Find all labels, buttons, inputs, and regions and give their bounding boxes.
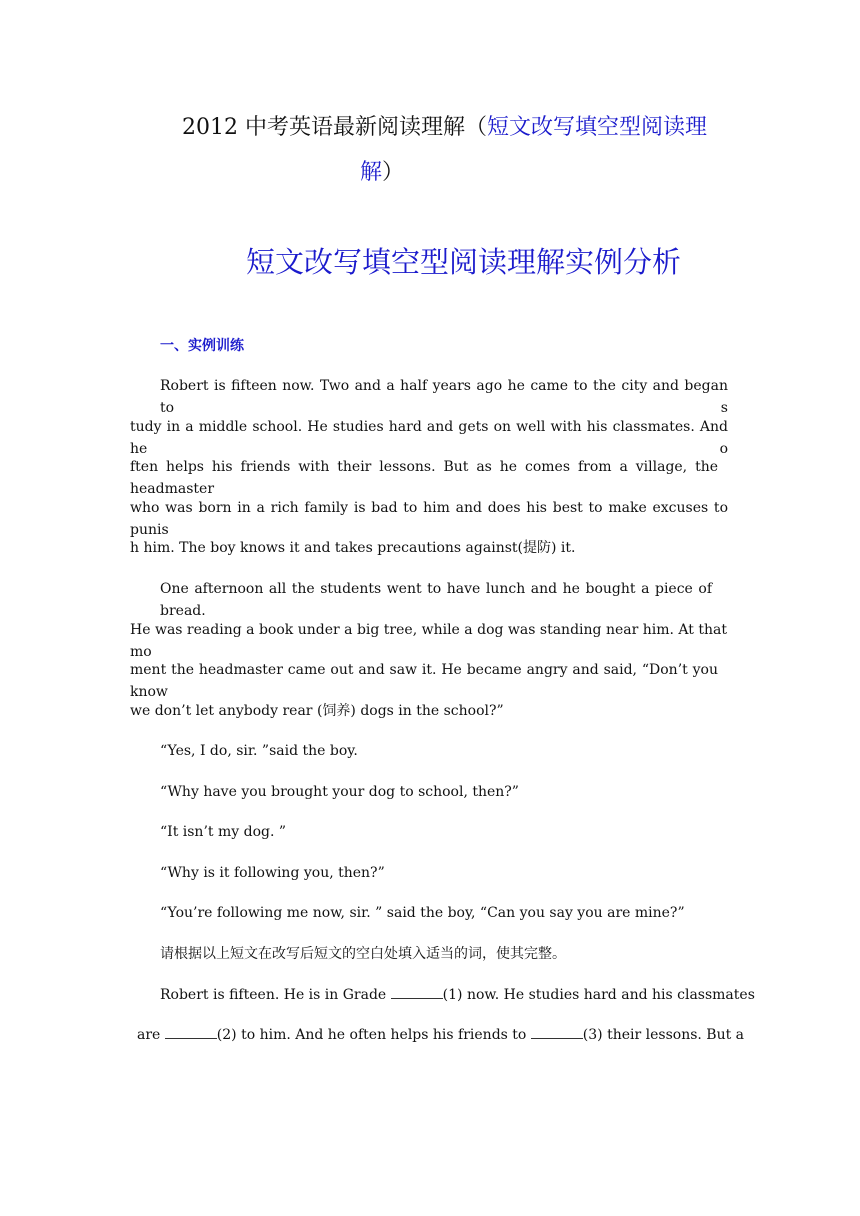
dialogue-line: “Why have you brought your dog to school, then?” [160, 784, 519, 800]
passage-line: tudy in a middle school. He studies hard and gets on well with his classmates. And he o [130, 419, 728, 457]
passage-line: He was reading a book under a big tree, while a dog was standing near him. At that mo [130, 622, 727, 660]
passage-line: who was born in a rich family is bad to him and does his best to make excuses to punis [130, 500, 728, 538]
rewrite-text: to him. And he often helps his friends to [236, 1027, 531, 1043]
rewrite-line-2 [137, 1024, 745, 1046]
title-part-blue: 短文改写填空型阅读理 [486, 115, 707, 140]
passage-line: h him. The boy knows it and takes precautions against(提防) it. [130, 540, 576, 556]
blank-2[interactable] [165, 1024, 217, 1039]
passage-line: ment the headmaster came out and saw it. He became angry and said, “Don’t you know [130, 662, 718, 700]
section-heading: 短文改写填空型阅读理解实例分析 [246, 245, 682, 279]
blank-number: (2) [216, 1027, 237, 1043]
blank-number: (1) [442, 987, 463, 1003]
rewrite-text: are [137, 1027, 165, 1043]
subsection-label: 一、实例训练 [160, 338, 244, 354]
dialogue-line: “Why is it following you, then?” [160, 865, 385, 881]
dialogue-line: “You’re following me now, sir. ” said the boy, “Can you say you are mine?” [160, 905, 685, 921]
rewrite-line-1 [160, 984, 755, 1006]
dialogue-line: “It isn’t my dog. ” [160, 824, 287, 840]
blank-3[interactable] [531, 1024, 583, 1039]
passage-line: Robert is fifteen now. Two and a half years ago he came to the city and began to s [160, 378, 728, 416]
document-title-line-1 [182, 110, 707, 146]
rewrite-text: their lessons. But a [602, 1027, 745, 1043]
rewrite-text: Robert is fifteen. He is in Grade [160, 987, 391, 1003]
title-line2-blue: 解 [360, 160, 383, 185]
instruction-text: 请根据以上短文在改写后短文的空白处填入适当的词，使其完整。 [160, 946, 566, 962]
passage-line: we don’t let anybody rear (饲养) dogs in the school?” [130, 703, 504, 719]
passage-line: ften helps his friends with their lessons. But as he comes from a village, the headmaster [130, 459, 718, 497]
passage-line: One afternoon all the students went to have lunch and he bought a piece of bread. [160, 581, 712, 619]
document-title-line-2 [360, 155, 404, 191]
dialogue-line: “Yes, I do, sir. ”said the boy. [160, 743, 358, 759]
title-part-black: 2012 中考英语最新阅读理解（ [182, 115, 487, 140]
title-line2-close: ） [382, 160, 405, 185]
rewrite-text-row1 [160, 984, 755, 1006]
blank-1[interactable] [391, 984, 443, 999]
rewrite-text: now. He studies hard and his classmates [462, 987, 755, 1003]
blank-number: (3) [582, 1027, 603, 1043]
